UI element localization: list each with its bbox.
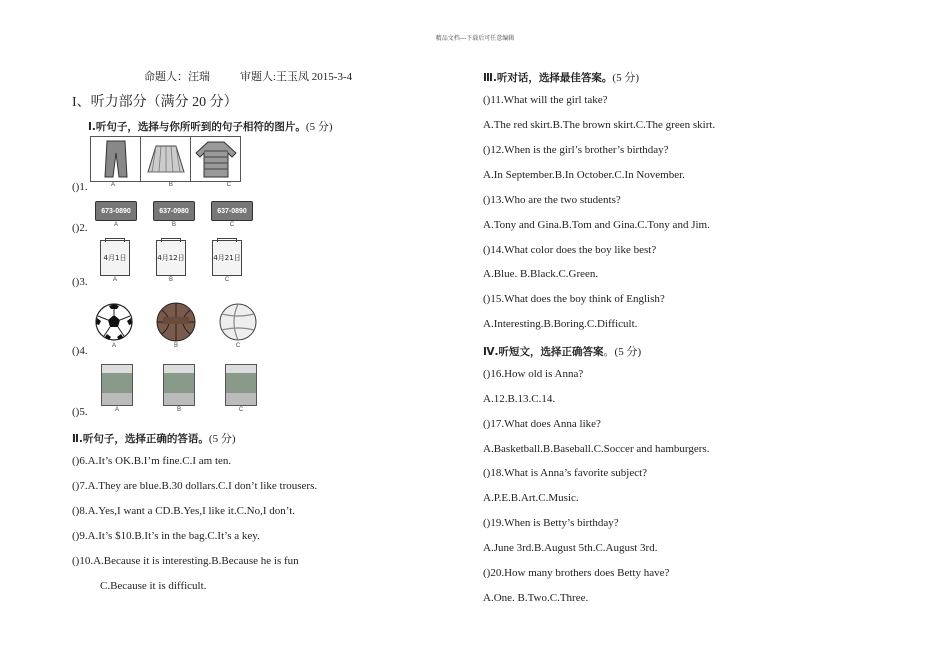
part1-title xyxy=(88,118,332,134)
part3-title xyxy=(483,69,639,85)
calendar-icon: 4月21日 xyxy=(212,240,242,276)
q4-option-b[interactable] xyxy=(154,302,198,350)
question-5-pictures xyxy=(101,364,257,414)
q1-option-a[interactable] xyxy=(90,136,241,182)
question-12-options: A.In September.B.In October.C.In November. xyxy=(483,169,685,181)
question-1-number: ()1. xyxy=(72,181,88,193)
q5-label-c: C xyxy=(238,407,244,413)
question-17: ()17.What does Anna like? xyxy=(483,418,601,430)
q1-labels xyxy=(111,182,231,188)
question-2-number: ()2. xyxy=(72,222,88,234)
question-19-options: A.June 3rd.B.August 5th.C.August 3rd. xyxy=(483,542,658,554)
part3-score: (5 分) xyxy=(612,72,639,84)
calendar-icon: 4月1日 xyxy=(100,240,130,276)
setter-label: 命题人：汪瑞 xyxy=(144,71,210,83)
question-11-options: A.The red skirt.B.The brown skirt.C.The green skirt. xyxy=(483,119,716,131)
q5-option-c[interactable] xyxy=(225,364,257,414)
question-6: ()6.A.It’s OK.B.I’m fine.C.I am ten. xyxy=(72,455,232,467)
q2-label-a: A xyxy=(113,222,118,228)
part4-title-text: Ⅳ.听短文，选择正确答案 xyxy=(483,346,604,358)
question-18-options: A.P.E.B.Art.C.Music. xyxy=(483,492,579,504)
question-16-options: A.12.B.13.C.14. xyxy=(483,393,556,405)
question-20: ()20.How many brothers does Betty have? xyxy=(483,567,670,579)
phone-number-plate: 673-0890 xyxy=(95,201,137,221)
part3-title-text: Ⅲ.听对话，选择最佳答案。 xyxy=(483,72,613,84)
q5-option-a[interactable] xyxy=(101,364,133,414)
question-19: ()19.When is Betty’s birthday? xyxy=(483,517,619,529)
q3-label-c: C xyxy=(224,277,230,283)
question-5-number: ()5. xyxy=(72,406,88,418)
q2-label-b: B xyxy=(171,222,176,228)
part4-score: 。(5 分) xyxy=(603,346,642,358)
phone-number-plate: 637-0980 xyxy=(153,201,195,221)
q4-label-a: A xyxy=(111,343,116,349)
question-16: ()16.How old is Anna? xyxy=(483,368,584,380)
q5-label-b: B xyxy=(176,407,181,413)
book-icon xyxy=(225,364,257,406)
page-header: 精品文档---下载后可任意编辑 xyxy=(435,35,515,42)
reviewer-label: 审题人:王玉凤 2015-3-4 xyxy=(240,71,353,83)
question-4-number: ()4. xyxy=(72,345,88,357)
question-3-number: ()3. xyxy=(72,276,88,288)
question-12: ()12.When is the girl’s brother’s birthday? xyxy=(483,144,669,156)
part4-title xyxy=(483,343,641,359)
question-7: ()7.A.They are blue.B.30 dollars.C.I don’t like trousers. xyxy=(72,480,318,492)
question-15: ()15.What does the boy think of English? xyxy=(483,293,665,305)
question-13: ()13.Who are the two students? xyxy=(483,194,621,206)
question-18: ()18.What is Anna’s favorite subject? xyxy=(483,467,648,479)
q1-picture-frame xyxy=(90,136,241,182)
basketball-icon xyxy=(154,302,198,342)
q3-option-b[interactable] xyxy=(156,240,186,284)
part2-title xyxy=(72,430,235,446)
question-20-options: A.One. B.Two.C.Three. xyxy=(483,592,589,604)
question-2-pictures xyxy=(95,201,253,229)
q4-option-a[interactable] xyxy=(94,302,134,350)
question-14-options: A.Blue. B.Black.C.Green. xyxy=(483,268,599,280)
q4-label-c: C xyxy=(235,343,241,349)
question-10: ()10.A.Because it is interesting.B.Because he is fun xyxy=(72,555,299,567)
part1-title-text: Ⅰ.听句子，选择与你所听到的句子相符的图片。 xyxy=(88,121,306,133)
q3-label-b: B xyxy=(168,277,173,283)
question-8: ()8.A.Yes,I want a CD.B.Yes,I like it.C.No,I don’t. xyxy=(72,505,296,517)
soccer-ball-icon xyxy=(94,302,134,342)
phone-number-plate: 637-0890 xyxy=(211,201,253,221)
q1-label-b: B xyxy=(168,182,173,188)
q3-option-a[interactable] xyxy=(100,240,130,284)
authors-line xyxy=(144,68,382,84)
skirt-icon xyxy=(141,137,191,181)
question-17-options: A.Basketball.B.Baseball.C.Soccer and hamburgers. xyxy=(483,443,710,455)
part2-title-text: Ⅱ.听句子，选择正确的答语。 xyxy=(72,433,209,445)
question-1-pictures xyxy=(90,136,241,182)
question-3-pictures xyxy=(100,240,242,284)
part1-score: (5 分) xyxy=(305,121,333,133)
part2-score: (5 分) xyxy=(208,433,236,445)
q4-label-b: B xyxy=(173,343,178,349)
question-11: ()11.What will the girl take? xyxy=(483,94,608,106)
section-title: I、听力部分（满分 20 分） xyxy=(72,95,238,110)
volleyball-icon xyxy=(218,302,258,342)
question-4-pictures xyxy=(94,302,258,350)
question-10-option-c: C.Because it is difficult. xyxy=(100,580,207,592)
q2-option-c[interactable] xyxy=(211,201,253,229)
q5-label-a: A xyxy=(114,407,119,413)
q2-label-c: C xyxy=(229,222,235,228)
question-13-options: A.Tony and Gina.B.Tom and Gina.C.Tony and Jim. xyxy=(483,219,710,231)
q4-option-c[interactable] xyxy=(218,302,258,350)
q3-option-c[interactable] xyxy=(212,240,242,284)
q2-option-a[interactable] xyxy=(95,201,137,229)
q1-label-a: A xyxy=(111,182,116,188)
question-15-options: A.Interesting.B.Boring.C.Difficult. xyxy=(483,318,638,330)
book-icon xyxy=(101,364,133,406)
question-9: ()9.A.It’s $10.B.It’s in the bag.C.It’s a key. xyxy=(72,530,260,542)
trousers-icon xyxy=(91,137,141,181)
sweater-icon xyxy=(191,137,240,181)
q1-label-c: C xyxy=(226,182,231,188)
question-14: ()14.What color does the boy like best? xyxy=(483,244,657,256)
q3-label-a: A xyxy=(112,277,117,283)
q5-option-b[interactable] xyxy=(163,364,195,414)
q2-option-b[interactable] xyxy=(153,201,195,229)
book-icon xyxy=(163,364,195,406)
calendar-icon: 4月12日 xyxy=(156,240,186,276)
